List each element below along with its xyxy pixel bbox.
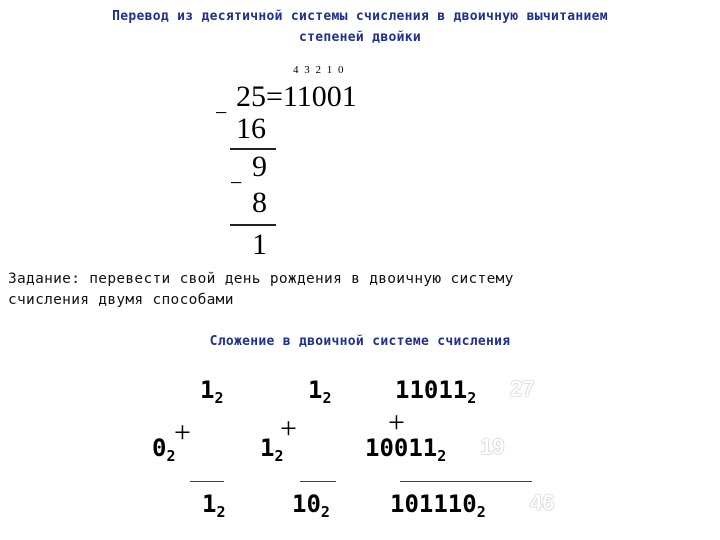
remainder-9: 9 — [252, 150, 267, 183]
equation-25: 25=11001 — [236, 80, 357, 113]
section-title-line1: Перевод из десятичной системы счисления в двоичную вычитанием — [112, 9, 608, 24]
ex1-sum-line — [190, 481, 224, 482]
power-indices: 4 3 2 1 0 — [293, 64, 345, 76]
ex3-operand-b-decimal: 19 — [480, 434, 505, 459]
ex2-plus-sign: + — [280, 412, 297, 445]
ex1-operand-a: $1_2$ — [200, 376, 224, 407]
task-line1: Задание: перевести свой день рождения в двоичную систему — [8, 271, 514, 287]
ex3-operand-b: $10011_2$ — [365, 434, 447, 465]
ex3-sum-decimal: 46 — [530, 490, 555, 515]
ex3-plus-sign: + — [388, 406, 405, 439]
ex3-sum: $101110_2$ — [390, 490, 486, 521]
ex1-operand-b: $0_2$ — [152, 434, 176, 465]
ex2-sum-line — [300, 481, 336, 482]
subtrahend-16: 16 — [236, 112, 266, 145]
section-title-addition: Сложение в двоичной системе счисления — [209, 334, 511, 349]
minus-sign-2: − — [230, 170, 243, 195]
ex1-plus-sign: + — [174, 416, 191, 449]
section-title-line2: степеней двойки — [299, 30, 421, 45]
addition-examples — [0, 360, 720, 540]
subtrahend-8: 8 — [252, 186, 267, 219]
task-line2: счисления двумя способами — [8, 292, 234, 308]
task-text — [8, 269, 514, 311]
divider-line-2 — [230, 224, 276, 226]
ex1-sum: $1_2$ — [202, 490, 226, 521]
remainder-1: 1 — [252, 228, 267, 261]
ex2-sum: $10_2$ — [292, 490, 330, 521]
ex3-sum-line — [400, 481, 532, 482]
ex3-operand-a: $11011_2$ — [395, 376, 477, 407]
ex2-operand-a: $1_2$ — [308, 376, 332, 407]
ex3-operand-a-decimal: 27 — [510, 376, 535, 401]
ex2-operand-b: $1_2$ — [260, 434, 284, 465]
minus-sign-1: − — [215, 100, 228, 125]
